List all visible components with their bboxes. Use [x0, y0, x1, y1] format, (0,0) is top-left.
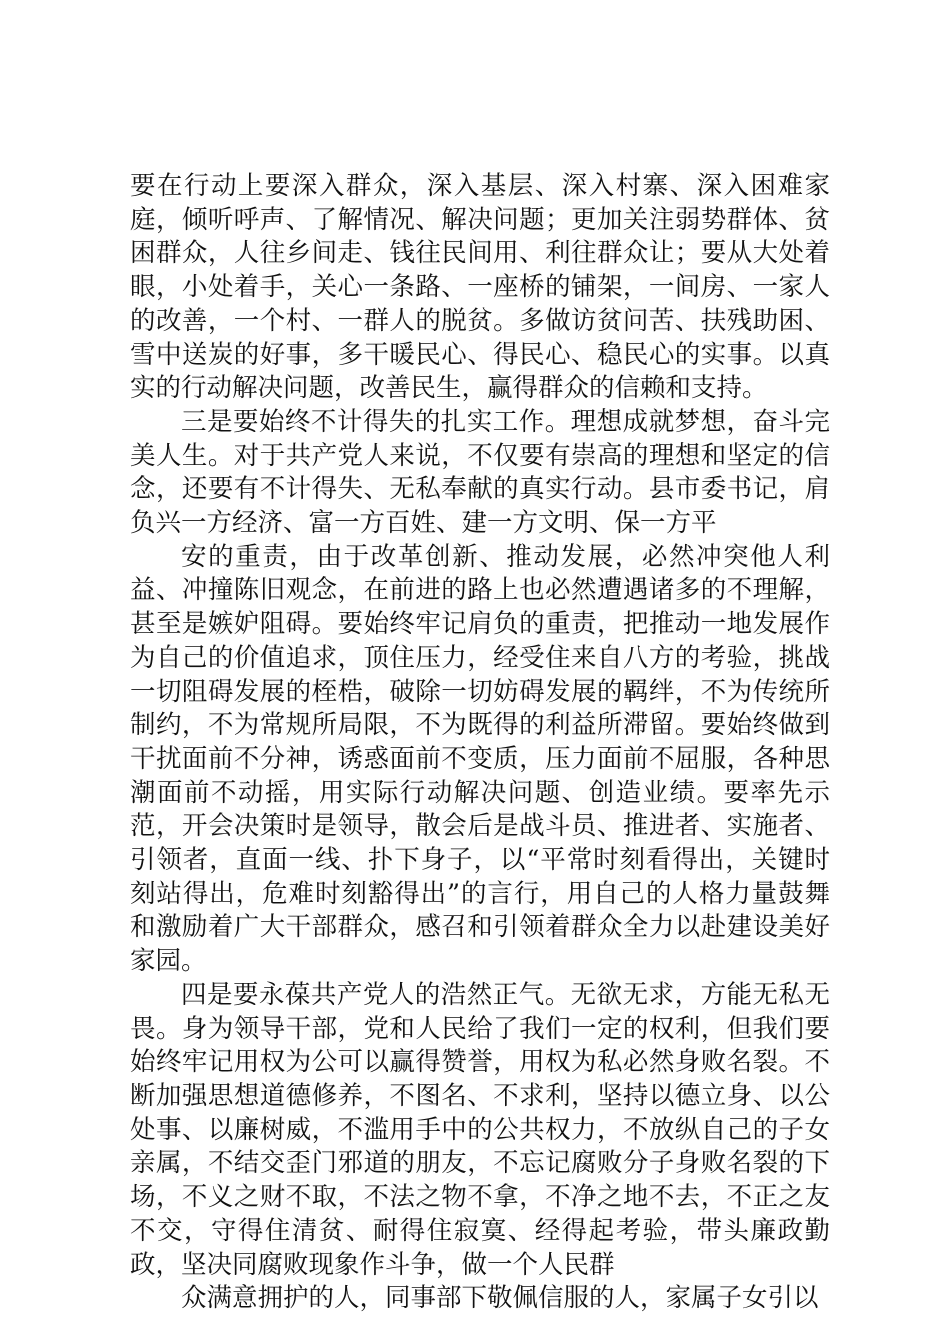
paragraph-2: 三是要始终不计得失的扎实工作。理想成就梦想，奋斗完美人生。对于共产党人来说，不仅要有崇高的理想和坚定的信念，还要有不计得失、无私奉献的真实行动。县市委书记，肩负兴一方经济、富一方百姓、建一方文明、保一方平	[130, 406, 830, 539]
document-body	[130, 170, 830, 1316]
paragraph-5: 众满意拥护的人，同事部下敬佩信服的人，家属子女引以	[181, 1283, 819, 1314]
paragraph-3: 安的重责，由于改革创新、推动发展，必然冲突他人利益、冲撞陈旧观念，在前进的路上也必然遭遇诸多的不理解，甚至是嫉妒阻碍。要始终牢记肩负的重责，把推动一地发展作为自己的价值追求，顶住压力，经受住来自八方的考验，挑战一切阻碍发展的桎梏，破除一切妨碍发展的羁绊，不为传统所制约，不为常规所局限，不为既得的利益所滞留。要始终做到干扰面前不分神，诱惑面前不变质，压力面前不屈服，各种思潮面前不动摇，用实际行动解决问题、创造业绩。要率先示范，开会决策时是领导，散会后是战斗员、推进者、实施者、引领者，直面一线、扑下身子，以“平常时刻看得出，关键时刻站得出，危难时刻豁得出”的言行，用自己的人格力量鼓舞和激励着广大干部群众，感召和引领着群众全力以赴建设美好家园。	[130, 541, 830, 977]
paragraph-1: 要在行动上要深入群众，深入基层、深入村寨、深入困难家庭，倾听呼声、了解情况、解决问题；更加关注弱势群体、贫困群众，人往乡间走、钱往民间用、利往群众让；要从大处着眼，小处着手，关心一条路、一座桥的铺架，一间房、一家人的改善，一个村、一群人的脱贫。多做访贫问苦、扶残助困、雪中送炭的好事，多干暖民心、得民心、稳民心的实事。以真实的行动解决问题，改善民生，赢得群众的信赖和支持。	[130, 171, 830, 404]
paragraph-4: 四是要永葆共产党人的浩然正气。无欲无求，方能无私无畏。身为领导干部，党和人民给了我们一定的权利，但我们要始终牢记用权为公可以赢得赞誉，用权为私必然身败名裂。不断加强思想道德修养，不图名、不求利，坚持以德立身、以公处事、以廉树威，不滥用手中的公共权力，不放纵自己的子女亲属，不结交歪门邪道的朋友，不忘记腐败分子身败名裂的下场，不义之财不取，不法之物不拿，不净之地不去，不正之友不交，守得住清贫、耐得住寂寞、经得起考验，带头廉政勤政，坚决同腐败现象作斗争，做一个人民群	[130, 979, 830, 1280]
